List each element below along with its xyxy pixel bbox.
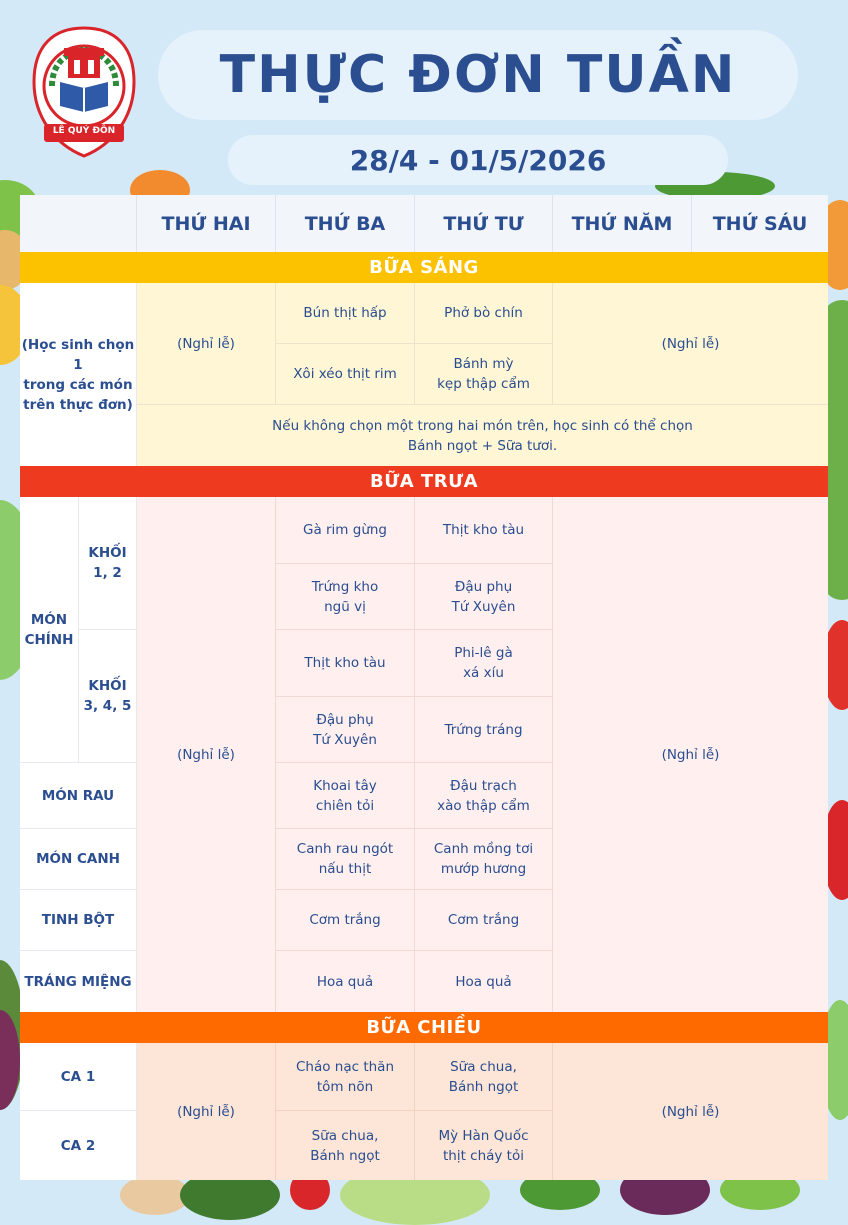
lunch-tue-6: Canh rau ngót nấu thịt [276,829,415,890]
vegetable-label: MÓN RAU [20,763,137,829]
breakfast-tue-1: Bún thịt hấp [276,283,415,344]
breakfast-wed-2: Bánh mỳ kẹp thập cẩm [415,344,553,405]
lunch-tue-1: Gà rim gừng [276,497,415,564]
day-header: THỨ TƯ [415,195,553,252]
afternoon-wed-1: Sữa chua, Bánh ngọt [415,1043,553,1111]
shift-1-label: CA 1 [20,1043,137,1111]
lunch-wed-4: Trứng tráng [415,697,553,763]
school-logo [30,24,138,160]
lunch-section-title: BỮA TRƯA [20,466,828,497]
afternoon-wed-2: Mỳ Hàn Quốc thịt cháy tỏi [415,1111,553,1180]
title-banner [158,30,798,120]
header-corner [20,195,137,252]
day-header: THỨ HAI [137,195,276,252]
page-title: THỰC ĐƠN TUẦN [219,45,737,105]
lunch-tue-3: Thịt kho tàu [276,630,415,697]
lunch-wed-3: Phi-lê gà xá xíu [415,630,553,697]
lunch-tue-2: Trứng kho ngũ vị [276,564,415,630]
afternoon-tue-1: Cháo nạc thăn tôm nõn [276,1043,415,1111]
afternoon-tue-2: Sữa chua, Bánh ngọt [276,1111,415,1180]
soup-label: MÓN CANH [20,829,137,890]
breakfast-tue-2: Xôi xéo thịt rim [276,344,415,405]
lunch-wed-2: Đậu phụ Tứ Xuyên [415,564,553,630]
date-banner [228,135,728,185]
lunch-tue-7: Cơm trắng [276,890,415,951]
dessert-label: TRÁNG MIỆNG [20,951,137,1012]
afternoon-section-title: BỮA CHIỀU [20,1012,828,1043]
day-header: THỨ NĂM [553,195,692,252]
lunch-tue-8: Hoa quả [276,951,415,1012]
day-header: THỨ BA [276,195,415,252]
afternoon-thu-fri: (Nghỉ lễ) [553,1043,828,1180]
lunch-thu-fri: (Nghỉ lễ) [553,497,828,1012]
school-crest-book-icon [30,24,138,160]
lunch-mon: (Nghỉ lễ) [137,497,276,1012]
grade-1-2-label: KHỐI 1, 2 [79,497,137,630]
breakfast-label: (Học sinh chọn 1 trong các món trên thực đơn) [20,283,137,466]
grade-3-4-5-label: KHỐI 3, 4, 5 [79,630,137,763]
logo-text: LÊ QUÝ ĐÔN [52,126,116,136]
breakfast-note: Nếu không chọn một trong hai món trên, học sinh có thể chọn Bánh ngọt + Sữa tươi. [137,405,828,466]
lunch-wed-5: Đậu trạch xào thập cẩm [415,763,553,829]
lunch-wed-8: Hoa quả [415,951,553,1012]
lunch-tue-4: Đậu phụ Tứ Xuyên [276,697,415,763]
breakfast-section-title: BỮA SÁNG [20,252,828,283]
afternoon-mon: (Nghỉ lễ) [137,1043,276,1180]
lunch-tue-5: Khoai tây chiên tỏi [276,763,415,829]
starch-label: TINH BỘT [20,890,137,951]
breakfast-mon: (Nghỉ lễ) [137,283,276,405]
lunch-wed-6: Canh mồng tơi mướp hương [415,829,553,890]
date-range: 28/4 - 01/5/2026 [349,143,607,177]
breakfast-wed-1: Phở bò chín [415,283,553,344]
lunch-wed-1: Thịt kho tàu [415,497,553,564]
shift-2-label: CA 2 [20,1111,137,1180]
main-dish-label: MÓN CHÍNH [20,497,79,763]
menu-table [20,195,828,1180]
lunch-wed-7: Cơm trắng [415,890,553,951]
breakfast-thu-fri: (Nghỉ lễ) [553,283,828,405]
day-header: THỨ SÁU [692,195,828,252]
